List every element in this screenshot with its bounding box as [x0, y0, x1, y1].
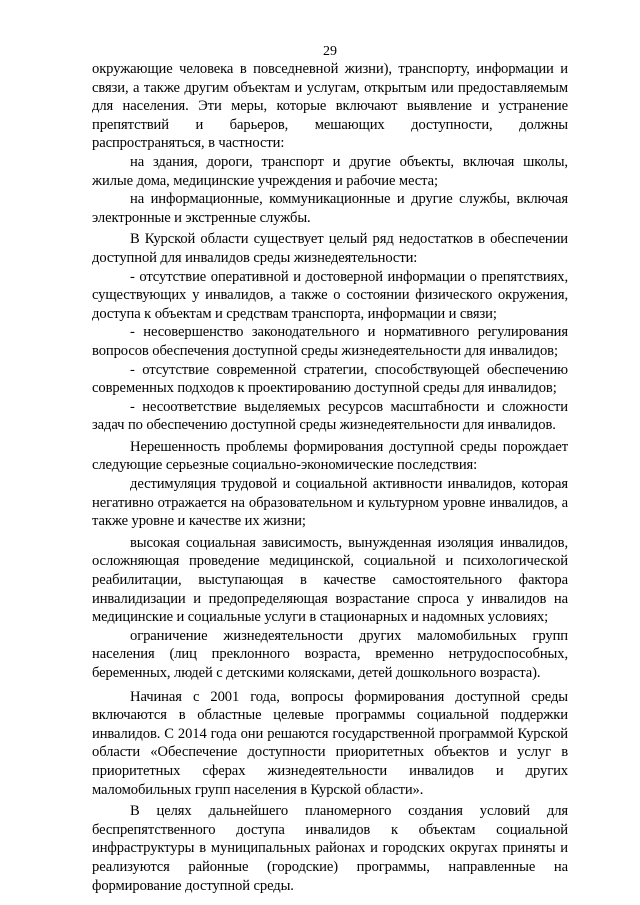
paragraph-consequences-intro: Нерешенность проблемы формирования доступной среды порождает следующие серьезные социально-экономические последствия:	[92, 438, 568, 474]
paragraph-information-services: на информационные, коммуникационные и другие службы, включая электронные и экстренные службы.	[92, 191, 568, 226]
paragraph-measures-continuation: окружающие человека в повседневной жизни), транспорту, информации и связи, а также другим объектам и услугам, открытым или предоставляемым для населения. Эти меры, которые включают выявление и устранение препятствий и барьеров, мешающих доступности, должны распространяться, в частности:	[92, 61, 568, 152]
document-body	[92, 60, 568, 895]
paragraph-limitation: ограничение жизнедеятельности других маломобильных групп населения (лиц преклонного возраста, временно нетрудоспособных, беременных, людей с детскими колясками, детей дошкольного возраста).	[92, 627, 568, 681]
paragraph-since-2001: Начиная с 2001 года, вопросы формирования доступной среды включаются в областные целевые программы социальной поддержки инвалидов. С 2014 года они решаются государственной программой Курской области «Обеспечение доступности приоритетных объектов и услуг в приоритетных сферах жизнедеятельности инвалидов и других маломобильных групп населения в Курской области».	[92, 688, 568, 798]
list-item-legislation: - несовершенство законодательного и нормативного регулирования вопросов обеспечения доступной среды жизнедеятельности для инвалидов;	[92, 324, 568, 359]
paragraph-social-dependence: высокая социальная зависимость, вынужденная изоляция инвалидов, осложняющая проведение медицинской, социальной и психологической реабилитации, выступающая в качестве самостоятельного фактора инвалидизации и предопределяющая возрастание спроса у инвалидов на медицинские и социальные услуги в стационарных и надомных условиях;	[92, 534, 568, 626]
list-item-resources: - несоответствие выделяемых ресурсов масштабности и сложности задач по обеспечению доступной среды жизнедеятельности для инвалидов.	[92, 398, 568, 434]
list-item-lack-of-information: - отсутствие оперативной и достоверной информации о препятствиях, существующих у инвалидов, а также о состоянии физического окружения, доступа к объектам и средствам транспорта, информации и связи;	[92, 268, 568, 322]
paragraph-buildings: на здания, дороги, транспорт и другие объекты, включая школы, жилые дома, медицинские учреждения и рабочие места;	[92, 153, 568, 189]
list-item-strategy: - отсутствие современной стратегии, способствующей обеспечению современных подходов к проектированию доступной среды для инвалидов;	[92, 361, 568, 397]
paragraph-kursk-shortcomings: В Курской области существует целый ряд недостатков в обеспечении доступной для инвалидов среды жизнедеятельности:	[92, 231, 568, 266]
paragraph-destimulation: дестимуляция трудовой и социальной активности инвалидов, которая негативно отражается на образовательном и культурном уровне инвалидов, а также уровне и качестве их жизни;	[92, 476, 568, 530]
page-number: 29	[323, 44, 337, 59]
paragraph-municipal-programs: В целях дальнейшего планомерного создания условий для беспрепятственного доступа инвалидов к объектам социальной инфраструктуры в муниципальных районах и городских округах приняты и реализуются районные (городские) программы, направленные на формирование доступной среды.	[92, 803, 568, 894]
